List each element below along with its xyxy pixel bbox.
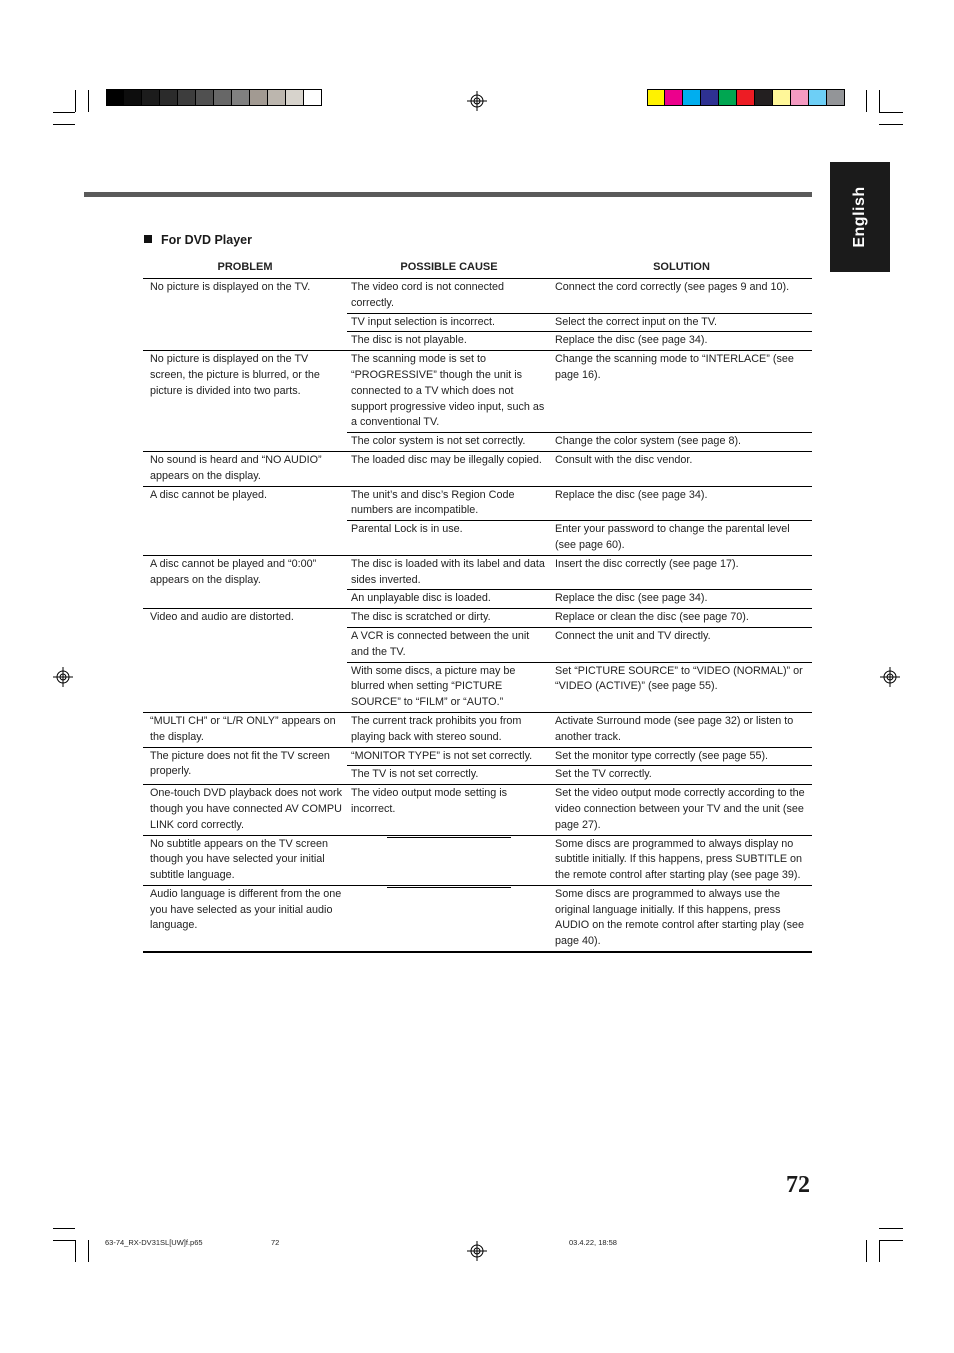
calibration-swatch xyxy=(665,89,683,106)
problem-cell: No subtitle appears on the TV screen though you have selected your initial subtitle language. xyxy=(143,835,347,885)
solution-cell: Change the color system (see page 8). xyxy=(551,433,812,452)
section-title-text: For DVD Player xyxy=(161,233,253,247)
problem-cell: No picture is displayed on the TV screen, the picture is blurred, or the picture is divided into two parts. xyxy=(143,351,347,452)
cause-cell: The disc is not playable. xyxy=(347,332,551,351)
troubleshooting-table xyxy=(143,258,812,953)
problem-cell: A disc cannot be played. xyxy=(143,486,347,555)
cause-cell: TV input selection is incorrect. xyxy=(347,313,551,332)
color-calibration-strip xyxy=(647,89,845,106)
solution-cell: Connect the unit and TV directly. xyxy=(551,627,812,662)
solution-cell: Replace or clean the disc (see page 70). xyxy=(551,609,812,628)
column-header-cause: POSSIBLE CAUSE xyxy=(347,258,551,279)
section-title xyxy=(144,233,252,247)
page-number: 72 xyxy=(786,1172,810,1198)
problem-cell: No picture is displayed on the TV. xyxy=(143,279,347,351)
calibration-swatch xyxy=(250,89,268,106)
solution-cell: Connect the cord correctly (see pages 9 and 10). xyxy=(551,279,812,314)
not-applicable-line xyxy=(387,887,511,888)
cause-cell: The unit’s and disc’s Region Code numbers are incompatible. xyxy=(347,486,551,521)
registration-mark-icon xyxy=(467,1241,487,1261)
gray-calibration-strip xyxy=(106,89,322,106)
cause-cell: The video cord is not connected correctly. xyxy=(347,279,551,314)
square-bullet-icon xyxy=(144,235,152,243)
solution-cell: Insert the disc correctly (see page 17). xyxy=(551,555,812,590)
calibration-swatch xyxy=(737,89,755,106)
language-tab-label: English xyxy=(851,186,868,248)
cause-cell xyxy=(347,885,551,952)
calibration-swatch xyxy=(232,89,250,106)
problem-cell: A disc cannot be played and “0:00” appears on the display. xyxy=(143,555,347,608)
table-row xyxy=(143,747,812,766)
solution-cell: Some discs are programmed to always display no subtitle initially. If this happens, press SUBTITLE on the remote control after starting play (see page 39). xyxy=(551,835,812,885)
solution-cell: Replace the disc (see page 34). xyxy=(551,332,812,351)
problem-cell: “MULTI CH” or “L/R ONLY” appears on the display. xyxy=(143,712,347,747)
solution-cell: Replace the disc (see page 34). xyxy=(551,486,812,521)
cause-cell: The TV is not set correctly. xyxy=(347,766,551,785)
table-row xyxy=(143,351,812,433)
calibration-swatch xyxy=(701,89,719,106)
table-row xyxy=(143,712,812,747)
table-body xyxy=(143,279,812,953)
problem-cell: No sound is heard and “NO AUDIO” appears on the display. xyxy=(143,451,347,486)
calibration-swatch xyxy=(142,89,160,106)
cause-cell: The loaded disc may be illegally copied. xyxy=(347,451,551,486)
cause-cell: The disc is loaded with its label and data sides inverted. xyxy=(347,555,551,590)
calibration-swatch xyxy=(719,89,737,106)
footer-page: 72 xyxy=(271,1238,280,1247)
solution-cell: Select the correct input on the TV. xyxy=(551,313,812,332)
solution-cell: Set the monitor type correctly (see page 55). xyxy=(551,747,812,766)
cause-cell: A VCR is connected between the unit and the TV. xyxy=(347,627,551,662)
cause-cell: Parental Lock is in use. xyxy=(347,521,551,556)
registration-mark-icon xyxy=(467,91,487,111)
solution-cell: Consult with the disc vendor. xyxy=(551,451,812,486)
calibration-swatch xyxy=(304,89,322,106)
calibration-swatch xyxy=(755,89,773,106)
table-row xyxy=(143,486,812,521)
solution-cell: Change the scanning mode to “INTERLACE” (see page 16). xyxy=(551,351,812,433)
table-row xyxy=(143,885,812,952)
calibration-swatch xyxy=(286,89,304,106)
not-applicable-line xyxy=(387,837,511,838)
problem-cell: The picture does not fit the TV screen properly. xyxy=(143,747,347,785)
table-row xyxy=(143,785,812,835)
header-rule xyxy=(84,192,812,197)
calibration-swatch xyxy=(791,89,809,106)
footer-timestamp: 03.4.22, 18:58 xyxy=(569,1238,617,1247)
registration-mark-icon xyxy=(880,667,900,687)
cause-cell: The video output mode setting is incorrect. xyxy=(347,785,551,835)
solution-cell: Set the video output mode correctly according to the video connection between your TV and the unit (see page 27). xyxy=(551,785,812,835)
calibration-swatch xyxy=(124,89,142,106)
cause-cell: “MONITOR TYPE” is not set correctly. xyxy=(347,747,551,766)
table-row xyxy=(143,555,812,590)
calibration-swatch xyxy=(647,89,665,106)
table-row xyxy=(143,451,812,486)
solution-cell: Enter your password to change the parental level (see page 60). xyxy=(551,521,812,556)
problem-cell: One-touch DVD playback does not work though you have connected AV COMPU LINK cord correctly. xyxy=(143,785,347,835)
calibration-swatch xyxy=(683,89,701,106)
table-row xyxy=(143,279,812,314)
table-header-row xyxy=(143,258,812,279)
column-header-solution: SOLUTION xyxy=(551,258,812,279)
solution-cell: Activate Surround mode (see page 32) or listen to another track. xyxy=(551,712,812,747)
solution-cell: Set the TV correctly. xyxy=(551,766,812,785)
problem-cell: Audio language is different from the one you have selected as your initial audio language. xyxy=(143,885,347,952)
cause-cell: The color system is not set correctly. xyxy=(347,433,551,452)
cause-cell: The current track prohibits you from playing back with stereo sound. xyxy=(347,712,551,747)
table-row xyxy=(143,835,812,885)
problem-cell: Video and audio are distorted. xyxy=(143,609,347,713)
table-row xyxy=(143,609,812,628)
cause-cell: The disc is scratched or dirty. xyxy=(347,609,551,628)
calibration-swatch xyxy=(268,89,286,106)
cause-cell: An unplayable disc is loaded. xyxy=(347,590,551,609)
solution-cell: Some discs are programmed to always use the original language initially. If this happens, press AUDIO on the remote control after starting play (see page 40). xyxy=(551,885,812,952)
calibration-swatch xyxy=(773,89,791,106)
cause-cell: With some discs, a picture may be blurred when setting “PICTURE SOURCE” to “FILM” or “AUTO.” xyxy=(347,662,551,712)
language-tab xyxy=(830,162,890,272)
calibration-swatch xyxy=(827,89,845,106)
column-header-problem: PROBLEM xyxy=(143,258,347,279)
solution-cell: Set “PICTURE SOURCE” to “VIDEO (NORMAL)” or “VIDEO (ACTIVE)” (see page 55). xyxy=(551,662,812,712)
cause-cell xyxy=(347,835,551,885)
calibration-swatch xyxy=(214,89,232,106)
calibration-swatch xyxy=(106,89,124,106)
calibration-swatch xyxy=(178,89,196,106)
calibration-swatch xyxy=(809,89,827,106)
cause-cell: The scanning mode is set to “PROGRESSIVE” though the unit is connected to a TV which does not support progressive video input, such as a conventional TV. xyxy=(347,351,551,433)
registration-mark-icon xyxy=(53,667,73,687)
solution-cell: Replace the disc (see page 34). xyxy=(551,590,812,609)
footer-filename: 63-74_RX-DV31SL[UW]f.p65 xyxy=(105,1238,203,1247)
calibration-swatch xyxy=(196,89,214,106)
calibration-swatch xyxy=(160,89,178,106)
